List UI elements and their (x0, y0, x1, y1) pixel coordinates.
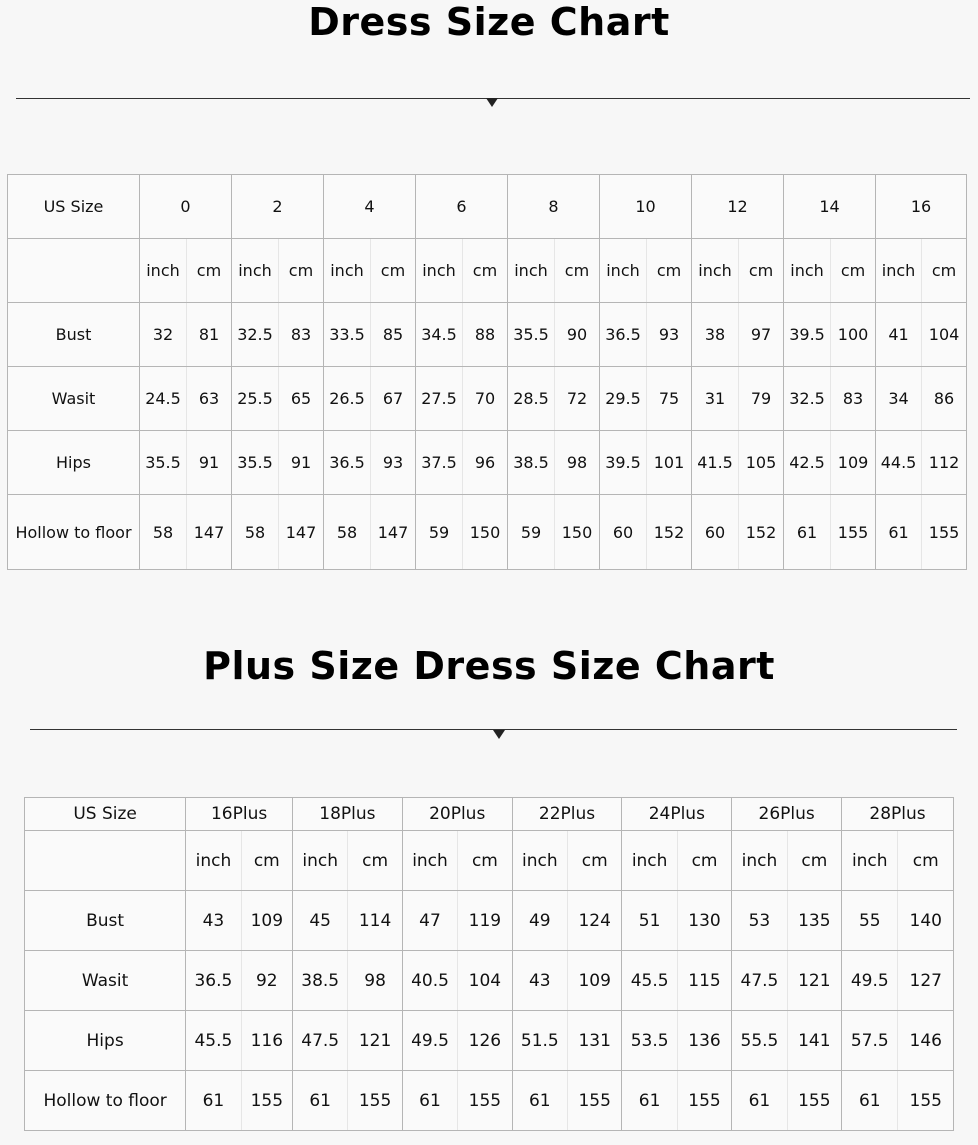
cm-value-cell: 67 (371, 367, 416, 431)
cm-value-cell: 126 (458, 1011, 512, 1071)
inch-value-cell: 47.5 (292, 1011, 347, 1071)
inch-value-cell: 35.5 (140, 431, 187, 495)
measurement-row (25, 891, 954, 951)
inch-value-cell: 25.5 (232, 367, 279, 431)
cm-value-cell: 150 (555, 495, 600, 570)
cm-value-cell: 155 (831, 495, 876, 570)
size-header-cell: 26Plus (732, 798, 842, 831)
unit-inch-cell: inch (186, 831, 241, 891)
cm-value-cell: 100 (831, 303, 876, 367)
inch-value-cell: 61 (876, 495, 922, 570)
cm-value-cell: 83 (831, 367, 876, 431)
inch-value-cell: 45 (292, 891, 347, 951)
cm-value-cell: 136 (677, 1011, 731, 1071)
measurement-label: Hollow to floor (8, 495, 140, 570)
measurement-label: Wasit (25, 951, 186, 1011)
inch-value-cell: 43 (186, 891, 241, 951)
size-header-cell: 16 (876, 175, 967, 239)
inch-value-cell: 36.5 (186, 951, 241, 1011)
cm-value-cell: 124 (568, 891, 622, 951)
size-header-cell: 22Plus (512, 798, 622, 831)
inch-value-cell: 32.5 (784, 367, 831, 431)
inch-value-cell: 35.5 (232, 431, 279, 495)
size-header-label: US Size (8, 175, 140, 239)
measurement-row (8, 495, 967, 570)
size-header-cell: 16Plus (186, 798, 293, 831)
inch-value-cell: 45.5 (186, 1011, 241, 1071)
size-header-cell: 4 (324, 175, 416, 239)
cm-value-cell: 155 (787, 1071, 841, 1131)
unit-inch-cell: inch (508, 239, 555, 303)
unit-inch-cell: inch (324, 239, 371, 303)
inch-value-cell: 41.5 (692, 431, 739, 495)
measurement-row (8, 367, 967, 431)
cm-value-cell: 90 (555, 303, 600, 367)
inch-value-cell: 59 (416, 495, 463, 570)
cm-value-cell: 127 (898, 951, 954, 1011)
inch-value-cell: 31 (692, 367, 739, 431)
cm-value-cell: 155 (922, 495, 967, 570)
cm-value-cell: 112 (922, 431, 967, 495)
cm-value-cell: 65 (279, 367, 324, 431)
cm-value-cell: 109 (241, 891, 292, 951)
inch-value-cell: 61 (842, 1071, 898, 1131)
unit-inch-cell: inch (416, 239, 463, 303)
cm-value-cell: 96 (463, 431, 508, 495)
inch-value-cell: 60 (600, 495, 647, 570)
size-header-cell: 20Plus (402, 798, 512, 831)
inch-value-cell: 51.5 (512, 1011, 567, 1071)
cm-value-cell: 79 (739, 367, 784, 431)
cm-value-cell: 109 (568, 951, 622, 1011)
unit-cm-cell: cm (787, 831, 841, 891)
size-header-cell: 8 (508, 175, 600, 239)
inch-value-cell: 58 (324, 495, 371, 570)
cm-value-cell: 141 (787, 1011, 841, 1071)
plus-size-chart-title: Plus Size Dress Size Chart (203, 644, 775, 688)
cm-value-cell: 152 (647, 495, 692, 570)
cm-value-cell: 140 (898, 891, 954, 951)
unit-cm-cell: cm (898, 831, 954, 891)
measurement-row (8, 303, 967, 367)
unit-cm-cell: cm (677, 831, 731, 891)
inch-value-cell: 58 (140, 495, 187, 570)
size-header-cell: 12 (692, 175, 784, 239)
inch-value-cell: 27.5 (416, 367, 463, 431)
inch-value-cell: 47 (402, 891, 457, 951)
inch-value-cell: 24.5 (140, 367, 187, 431)
inch-value-cell: 61 (622, 1071, 677, 1131)
arrow-down-icon (493, 730, 505, 739)
inch-value-cell: 33.5 (324, 303, 371, 367)
cm-value-cell: 101 (647, 431, 692, 495)
inch-value-cell: 32.5 (232, 303, 279, 367)
cm-value-cell: 130 (677, 891, 731, 951)
cm-value-cell: 104 (458, 951, 512, 1011)
unit-inch-cell: inch (600, 239, 647, 303)
cm-value-cell: 146 (898, 1011, 954, 1071)
cm-value-cell: 121 (348, 1011, 402, 1071)
cm-value-cell: 121 (787, 951, 841, 1011)
inch-value-cell: 37.5 (416, 431, 463, 495)
unit-cm-cell: cm (568, 831, 622, 891)
size-header-cell: 2 (232, 175, 324, 239)
unit-inch-cell: inch (622, 831, 677, 891)
unit-inch-cell: inch (732, 831, 787, 891)
inch-value-cell: 57.5 (842, 1011, 898, 1071)
cm-value-cell: 105 (739, 431, 784, 495)
size-header-cell: 18Plus (292, 798, 402, 831)
inch-value-cell: 34.5 (416, 303, 463, 367)
inch-value-cell: 32 (140, 303, 187, 367)
inch-value-cell: 61 (784, 495, 831, 570)
inch-value-cell: 55.5 (732, 1011, 787, 1071)
inch-value-cell: 35.5 (508, 303, 555, 367)
inch-value-cell: 26.5 (324, 367, 371, 431)
unit-cm-cell: cm (348, 831, 402, 891)
cm-value-cell: 72 (555, 367, 600, 431)
measurement-label: Wasit (8, 367, 140, 431)
cm-value-cell: 91 (279, 431, 324, 495)
cm-value-cell: 104 (922, 303, 967, 367)
unit-row (8, 239, 967, 303)
cm-value-cell: 155 (898, 1071, 954, 1131)
unit-cm-cell: cm (371, 239, 416, 303)
inch-value-cell: 39.5 (784, 303, 831, 367)
inch-value-cell: 38 (692, 303, 739, 367)
unit-cm-cell: cm (463, 239, 508, 303)
measurement-label: Bust (8, 303, 140, 367)
cm-value-cell: 70 (463, 367, 508, 431)
inch-value-cell: 61 (292, 1071, 347, 1131)
size-header-row (8, 175, 967, 239)
inch-value-cell: 49.5 (402, 1011, 457, 1071)
unit-inch-cell: inch (512, 831, 567, 891)
inch-value-cell: 39.5 (600, 431, 647, 495)
inch-value-cell: 58 (232, 495, 279, 570)
inch-value-cell: 61 (732, 1071, 787, 1131)
cm-value-cell: 131 (568, 1011, 622, 1071)
cm-value-cell: 81 (187, 303, 232, 367)
cm-value-cell: 147 (187, 495, 232, 570)
unit-row (25, 831, 954, 891)
unit-inch-cell: inch (140, 239, 187, 303)
cm-value-cell: 147 (279, 495, 324, 570)
inch-value-cell: 29.5 (600, 367, 647, 431)
inch-value-cell: 53.5 (622, 1011, 677, 1071)
inch-value-cell: 60 (692, 495, 739, 570)
cm-value-cell: 155 (568, 1071, 622, 1131)
size-header-cell: 24Plus (622, 798, 732, 831)
size-header-cell: 14 (784, 175, 876, 239)
inch-value-cell: 36.5 (600, 303, 647, 367)
unit-cm-cell: cm (739, 239, 784, 303)
inch-value-cell: 51 (622, 891, 677, 951)
inch-value-cell: 36.5 (324, 431, 371, 495)
arrow-down-icon (486, 98, 498, 107)
measurement-row (25, 1011, 954, 1071)
cm-value-cell: 155 (677, 1071, 731, 1131)
inch-value-cell: 45.5 (622, 951, 677, 1011)
inch-value-cell: 44.5 (876, 431, 922, 495)
inch-value-cell: 28.5 (508, 367, 555, 431)
size-header-cell: 0 (140, 175, 232, 239)
unit-cm-cell: cm (241, 831, 292, 891)
size-header-cell: 10 (600, 175, 692, 239)
cm-value-cell: 91 (187, 431, 232, 495)
cm-value-cell: 98 (348, 951, 402, 1011)
unit-cm-cell: cm (831, 239, 876, 303)
unit-inch-cell: inch (692, 239, 739, 303)
unit-inch-cell: inch (292, 831, 347, 891)
cm-value-cell: 75 (647, 367, 692, 431)
cm-value-cell: 109 (831, 431, 876, 495)
measurement-row (25, 951, 954, 1011)
dress-size-chart-title: Dress Size Chart (308, 0, 670, 44)
unit-inch-cell: inch (402, 831, 457, 891)
inch-value-cell: 38.5 (508, 431, 555, 495)
size-header-cell: 6 (416, 175, 508, 239)
size-header-row (25, 798, 954, 831)
size-header-label: US Size (25, 798, 186, 831)
inch-value-cell: 47.5 (732, 951, 787, 1011)
inch-value-cell: 38.5 (292, 951, 347, 1011)
measurement-label: Bust (25, 891, 186, 951)
cm-value-cell: 83 (279, 303, 324, 367)
size-header-cell: 28Plus (842, 798, 954, 831)
inch-value-cell: 43 (512, 951, 567, 1011)
unit-inch-cell: inch (876, 239, 922, 303)
measurement-row (8, 431, 967, 495)
unit-cm-cell: cm (458, 831, 512, 891)
unit-inch-cell: inch (784, 239, 831, 303)
inch-value-cell: 41 (876, 303, 922, 367)
cm-value-cell: 150 (463, 495, 508, 570)
unit-row-label (8, 239, 140, 303)
inch-value-cell: 61 (402, 1071, 457, 1131)
inch-value-cell: 59 (508, 495, 555, 570)
cm-value-cell: 88 (463, 303, 508, 367)
measurement-row (25, 1071, 954, 1131)
cm-value-cell: 86 (922, 367, 967, 431)
measurement-label: Hips (25, 1011, 186, 1071)
dress-size-table (7, 174, 967, 570)
unit-cm-cell: cm (279, 239, 324, 303)
cm-value-cell: 116 (241, 1011, 292, 1071)
unit-cm-cell: cm (922, 239, 967, 303)
cm-value-cell: 155 (241, 1071, 292, 1131)
inch-value-cell: 34 (876, 367, 922, 431)
inch-value-cell: 53 (732, 891, 787, 951)
cm-value-cell: 63 (187, 367, 232, 431)
plus-size-table (24, 797, 954, 1131)
unit-cm-cell: cm (555, 239, 600, 303)
cm-value-cell: 152 (739, 495, 784, 570)
unit-inch-cell: inch (842, 831, 898, 891)
cm-value-cell: 93 (647, 303, 692, 367)
measurement-label: Hips (8, 431, 140, 495)
inch-value-cell: 40.5 (402, 951, 457, 1011)
inch-value-cell: 61 (512, 1071, 567, 1131)
cm-value-cell: 115 (677, 951, 731, 1011)
cm-value-cell: 85 (371, 303, 416, 367)
cm-value-cell: 114 (348, 891, 402, 951)
inch-value-cell: 49 (512, 891, 567, 951)
unit-inch-cell: inch (232, 239, 279, 303)
cm-value-cell: 135 (787, 891, 841, 951)
cm-value-cell: 92 (241, 951, 292, 1011)
cm-value-cell: 147 (371, 495, 416, 570)
cm-value-cell: 97 (739, 303, 784, 367)
inch-value-cell: 55 (842, 891, 898, 951)
cm-value-cell: 155 (348, 1071, 402, 1131)
inch-value-cell: 49.5 (842, 951, 898, 1011)
cm-value-cell: 93 (371, 431, 416, 495)
cm-value-cell: 155 (458, 1071, 512, 1131)
inch-value-cell: 42.5 (784, 431, 831, 495)
inch-value-cell: 61 (186, 1071, 241, 1131)
unit-row-label (25, 831, 186, 891)
cm-value-cell: 119 (458, 891, 512, 951)
unit-cm-cell: cm (647, 239, 692, 303)
cm-value-cell: 98 (555, 431, 600, 495)
unit-cm-cell: cm (187, 239, 232, 303)
measurement-label: Hollow to floor (25, 1071, 186, 1131)
